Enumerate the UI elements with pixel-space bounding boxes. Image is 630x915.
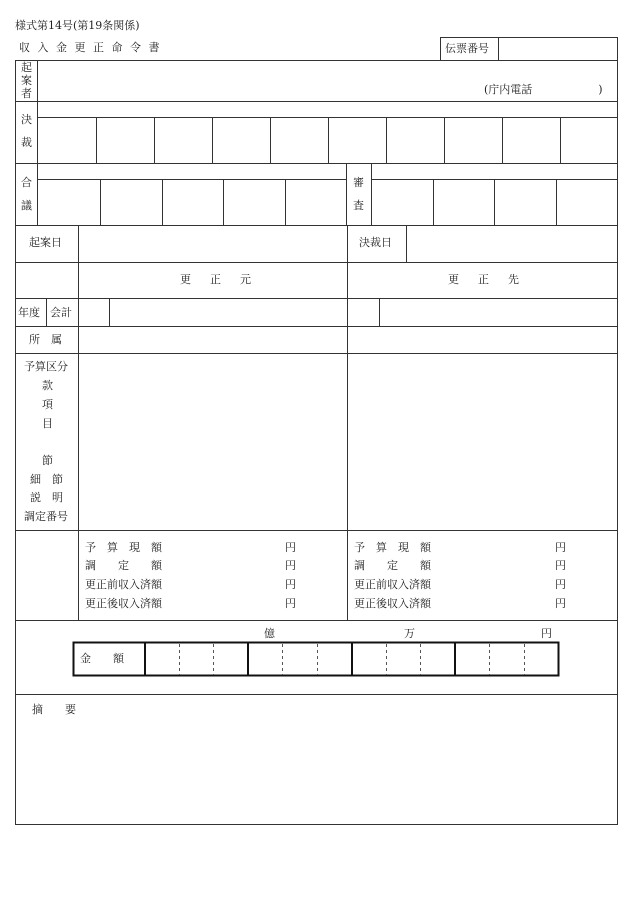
account-label: 会計 <box>50 306 72 319</box>
form-title: 収 入 金 更 正 命 令 書 <box>19 41 162 54</box>
decision-date-field[interactable] <box>407 226 617 262</box>
consult-stamp-area[interactable] <box>38 180 346 225</box>
amount-row-label: 調 定 額 <box>354 559 431 572</box>
after-correction-header: 更 正 先 <box>448 273 523 286</box>
amount-row-label: 更正後収入済額 <box>85 597 162 610</box>
amount-label: 金 額 <box>80 652 124 665</box>
amount-row-label: 調 定 額 <box>85 559 162 572</box>
amount-row-unit: 円 <box>285 597 296 610</box>
amount-row-unit: 円 <box>285 541 296 554</box>
budget-category-label: 細 節 <box>30 473 63 486</box>
summary-label: 摘 要 <box>32 703 76 716</box>
amount-row-label: 予 算 現 額 <box>354 541 431 554</box>
amount-row-unit: 円 <box>555 541 566 554</box>
draft-date-field[interactable] <box>79 226 347 262</box>
budget-category-label: 調定番号 <box>24 510 68 523</box>
amount-row-unit: 円 <box>285 559 296 572</box>
fiscal-year-label: 年度 <box>18 306 40 319</box>
amount-row-unit: 円 <box>555 597 566 610</box>
decision-date-label: 決裁日 <box>359 236 392 249</box>
review-stamp-area[interactable] <box>372 180 617 225</box>
amount-row-unit: 円 <box>555 578 566 591</box>
voucher-label: 伝票番号 <box>445 42 489 55</box>
budget-category-label: 項 <box>42 398 53 411</box>
amount-row-unit: 円 <box>285 578 296 591</box>
amount-row-label: 予 算 現 額 <box>85 541 162 554</box>
drafter-label: 起案者 <box>21 61 32 100</box>
review-label: 審査 <box>353 176 364 212</box>
budget-category-label: 款 <box>42 379 53 392</box>
amount-row-label: 更正後収入済額 <box>354 597 431 610</box>
summary-field[interactable] <box>16 720 617 824</box>
draft-date-label: 起案日 <box>29 236 62 249</box>
extension-label: (庁内電話 ) <box>484 83 603 96</box>
unit-oku: 億 <box>264 627 275 640</box>
budget-category-label: 節 <box>42 454 53 467</box>
voucher-number-field[interactable] <box>499 38 617 60</box>
approval-label: 決裁 <box>21 113 32 149</box>
budget-category-label: 目 <box>42 417 53 430</box>
amount-row-label: 更正前収入済額 <box>354 578 431 591</box>
amount-row-unit: 円 <box>555 559 566 572</box>
form-number: 様式第14号(第19条関係) <box>15 19 140 32</box>
department-label: 所 属 <box>29 333 62 346</box>
unit-man: 万 <box>404 627 415 640</box>
before-correction-header: 更 正 元 <box>180 273 255 286</box>
budget-category-label: 説 明 <box>30 491 63 504</box>
approval-stamp-area[interactable] <box>38 118 617 163</box>
budget-category-label: 予算区分 <box>24 360 68 373</box>
unit-en: 円 <box>541 627 552 640</box>
amount-digit-fields[interactable] <box>146 643 558 675</box>
consult-label: 合議 <box>21 176 32 212</box>
amount-row-label: 更正前収入済額 <box>85 578 162 591</box>
